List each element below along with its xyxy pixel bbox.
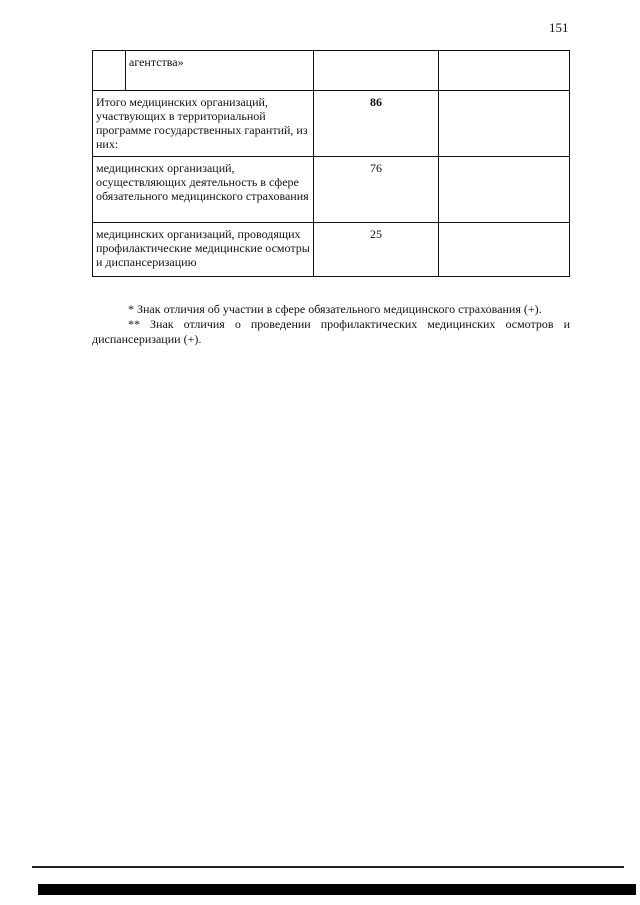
data-table (92, 50, 570, 277)
table-row (93, 223, 570, 277)
row-value: 76 (314, 157, 439, 223)
row-extra (439, 91, 570, 157)
row-extra (439, 223, 570, 277)
row-extra (439, 157, 570, 223)
row-label: медицинских организаций, осуществляющих деятельность в сфере обязательного медицинского страхования (93, 157, 314, 223)
table-row (93, 91, 570, 157)
row-value: 25 (314, 223, 439, 277)
footnote: ** Знак отличия о проведении профилактических медицинских осмотров и диспансеризации (+). (92, 317, 570, 346)
row-label: медицинских организаций, проводящих профилактические медицинские осмотры и диспансеризацию (93, 223, 314, 277)
footnotes (92, 302, 570, 347)
footnote: * Знак отличия об участии в сфере обязательного медицинского страхования (+). (128, 302, 542, 316)
row-value (314, 51, 439, 91)
row-label: Итого медицинских организаций, участвующих в территориальной программе государственных гарантий, из них: (93, 91, 314, 157)
page-number: 151 (549, 20, 569, 35)
table-row (93, 51, 570, 91)
footer-bar (38, 884, 636, 895)
row-value: 86 (314, 91, 439, 157)
row-label: агентства» (126, 51, 314, 91)
table-row (93, 157, 570, 223)
row-extra (439, 51, 570, 91)
footer-divider (32, 866, 624, 868)
table-cell-empty (93, 51, 126, 91)
